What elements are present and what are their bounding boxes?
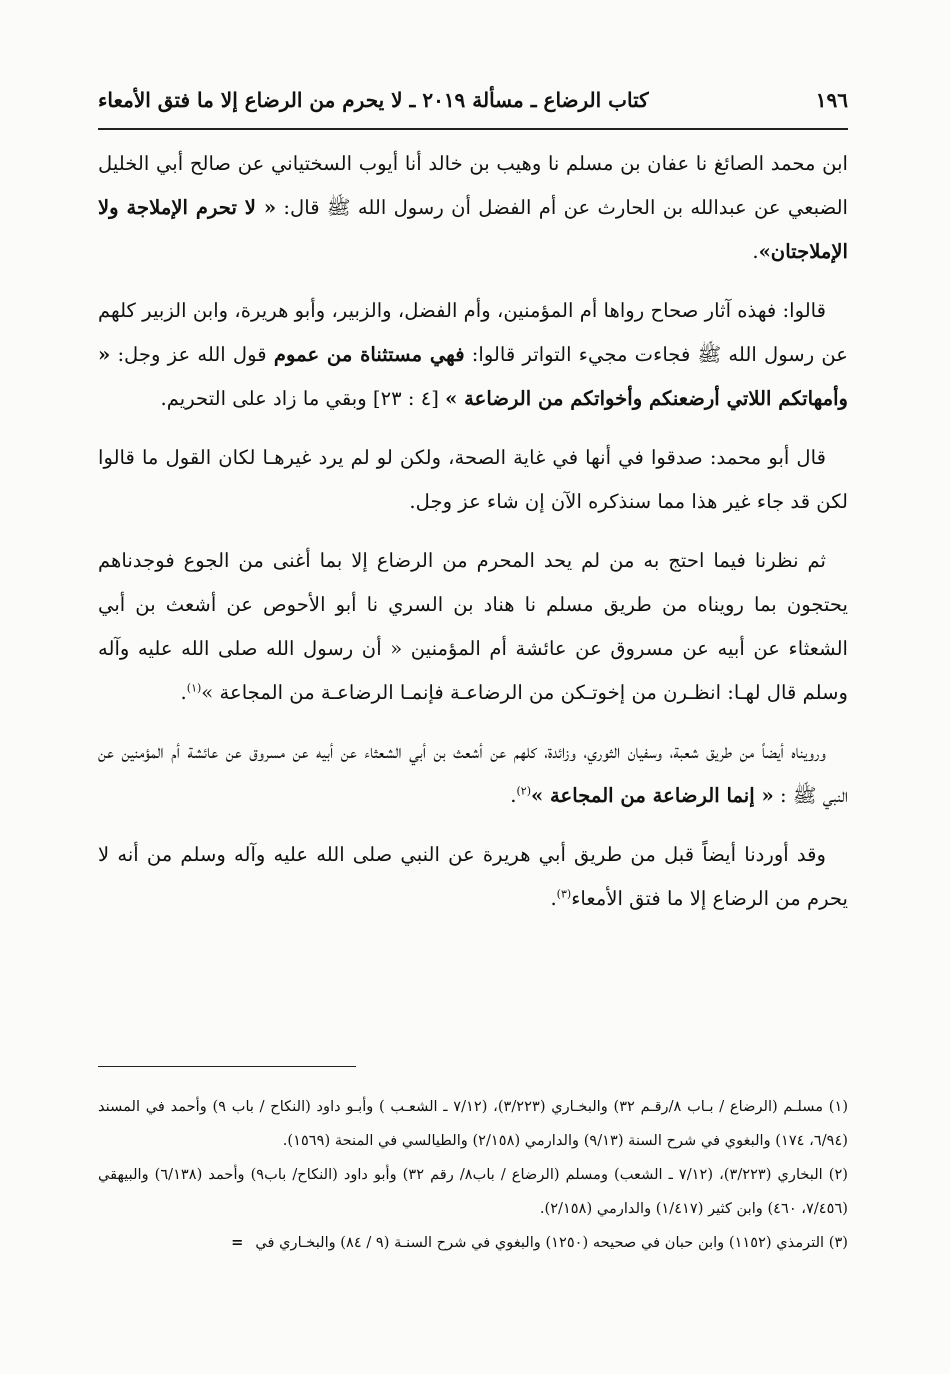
hadith-quote: « لا تحرم الإملاجة ولا الإملاجتان» bbox=[98, 196, 848, 263]
main-text bbox=[98, 142, 848, 936]
paragraph-end: . bbox=[510, 784, 517, 807]
footnote-text: (٣) الترمذي (١١٥٢) وابن حبان في صحيحه (١٢٥٠) والبغوي في شرح السنـة (٩ / ٨٤) والبخـاري في bbox=[255, 1234, 848, 1251]
emphasis-text: فهي مستثناة من عموم bbox=[273, 343, 465, 366]
paragraph-4 bbox=[98, 539, 848, 715]
paragraph-1 bbox=[98, 142, 848, 274]
footnotes bbox=[98, 1090, 848, 1260]
header-divider bbox=[98, 128, 848, 130]
paragraph-end: . bbox=[180, 681, 187, 704]
footnote-3 bbox=[98, 1226, 848, 1260]
paragraph-text: قول الله عز وجل: bbox=[110, 343, 274, 366]
book-page bbox=[98, 0, 848, 1374]
footnote-2: (٢) البخاري (٣/٢٢٣)، (٧/١٢ ـ الشعب) ومسلم (الرضاع / باب٨/ رقم ٣٢) وأبو داود (النكاح/ باب٩) وأحمد (٦/١٣٨) والبيهقي (٧/٤٥٦، ٤٦٠) وابن كثير (١/٤١٧) والدارمي (٢/١٥٨). bbox=[98, 1166, 848, 1217]
paragraph-text: ثم نظرنا فيما احتج به من لم يحد المحرم من الرضاع إلا بما أغنى من الجوع فوجدناهم يحتجون بما رويناه من طريق مسلم نا هناد بن السري نا أبو الأحوص عن أشعث بن أبي الشعثاء عن أبيه عن مسروق عن عائشة أم المؤمنين « أن رسول الله صلى الله عليه وآله وسلم قال لهـا: انظـرن من إخوتـكن من الرضاعـة فإنمـا الرضاعـة من المجاعة » bbox=[98, 549, 848, 704]
running-title: كتاب الرضاع ـ مسألة ٢٠١٩ ـ لا يحرم من الرضاع إلا ما فتق الأمعاء bbox=[98, 88, 649, 112]
footnote-divider bbox=[98, 1066, 356, 1067]
paragraph-text: وقد أوردنا أيضاً قبل من طريق أبي هريرة عن النبي صلى الله عليه وآله وسلم من أنه لا يحرم من الرضاع إلا ما فتق الأمعاء bbox=[98, 843, 848, 910]
footnote-ref-3[interactable]: (٣) bbox=[556, 887, 572, 901]
paragraph-end: . bbox=[752, 240, 759, 263]
paragraph-2 bbox=[98, 289, 848, 421]
footnote-ref-1[interactable]: (١) bbox=[186, 681, 202, 695]
paragraph-5 bbox=[98, 730, 848, 818]
paragraph-text: قالوا: فهذه آثار صحاح رواها أم المؤمنين، وأم الفضل، والزبير، وأبو هريرة، وابن الزبير كلهم عن رسول الله ﷺ فجاءت مجيء التواتر قالوا: bbox=[98, 299, 848, 366]
quran-quote: « وأمهاتكم اللاتي أرضعنكم وأخواتكم من الرضاعة » bbox=[98, 343, 848, 410]
paragraph-text: ابن محمد الصائغ نا عفان بن مسلم نا وهيب بن خالد أنا أيوب السختياني عن صالح أبي الخليل الضبعي عن عبدالله بن الحارث عن أم الفضل أن رسول الله ﷺ قال: bbox=[98, 152, 848, 219]
page-header bbox=[98, 78, 848, 122]
paragraph-text: [٤ : ٢٣] وبقي ما زاد على التحريم. bbox=[160, 387, 446, 410]
footnote-ref-2[interactable]: (٢) bbox=[516, 784, 531, 798]
paragraph-end: . bbox=[550, 887, 557, 910]
footnote-1: (١) مسلـم (الرضاع / بـاب ٨/رقـم ٣٢) والبخـاري (٣/٢٢٣)، (٧/١٢ ـ الشعـب ) وأبـو داود (النكاح / باب ٩) وأحمد في المسند (٦/٩٤، ١٧٤) والبغوي في شرح السنة (٩/١٣) والدارمي (٢/١٥٨) والطيالسي في المنحة (١٥٦٩). bbox=[98, 1098, 849, 1149]
page-number: ١٩٦ bbox=[815, 88, 848, 112]
hadith-quote: « إنما الرضاعة من المجاعة » bbox=[530, 784, 774, 807]
continuation-mark: = bbox=[231, 1234, 244, 1251]
paragraph-text: ورويناه أيضاً من طريق شعبة، وسفيان الثوري، وزائدة، كلهم عن أشعث بن أبي الشعثاء عن أبيه عن مسروق عن عائشة أم المؤمنين عن النبي ﷺ : bbox=[98, 740, 848, 807]
paragraph-6 bbox=[98, 833, 848, 921]
paragraph-3: قال أبو محمد: صدقوا في أنها في غاية الصحة، ولكن لو لم يرد غيرهـا لكان القول ما قالوا لكن قد جاء غير هذا مما سنذكره الآن إن شاء عز وجل. bbox=[98, 446, 848, 513]
